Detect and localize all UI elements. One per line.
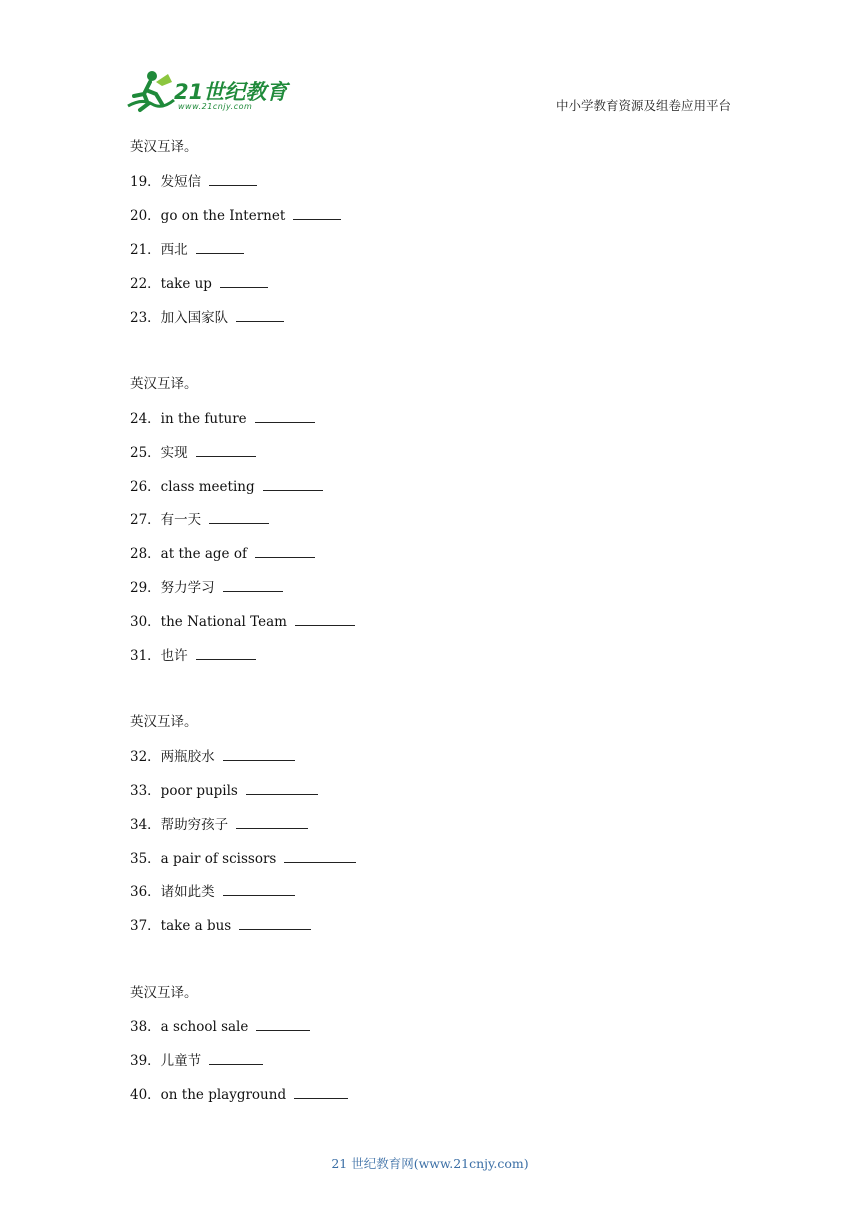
exercise-item [130,443,256,462]
item-text: 19．发短信 [130,174,202,190]
item-text: 32．两瓶胶水 [130,749,215,765]
exercise-item [130,916,311,935]
exercise-item [130,646,256,665]
item-text: 23．加入国家队 [130,310,229,326]
exercise-item [130,815,308,834]
exercise-item [130,781,318,800]
logo-wordmark: 21世纪教育 [174,80,288,104]
section-heading: 英汉互译。 [130,714,198,730]
answer-blank[interactable] [246,781,318,795]
exercise-item [130,882,295,901]
exercise-item [130,477,323,496]
answer-blank[interactable] [223,747,295,761]
runner-logo-icon [122,68,178,114]
exercise-item [130,747,295,766]
item-text: 30．the National Team [130,614,287,630]
answer-blank[interactable] [255,544,315,558]
item-text: 40．on the playground [130,1087,287,1103]
section-heading: 英汉互译。 [130,376,198,392]
answer-blank[interactable] [196,240,244,254]
answer-blank[interactable] [255,409,315,423]
exercise-item [130,612,355,631]
answer-blank[interactable] [256,1017,310,1031]
item-text: 28．at the age of [130,546,247,562]
answer-blank[interactable] [209,172,257,186]
item-text: 29．努力学习 [130,580,215,596]
section-heading: 英汉互译。 [130,985,198,1001]
answer-blank[interactable] [196,646,256,660]
answer-blank[interactable] [263,477,323,491]
answer-blank[interactable] [223,578,283,592]
answer-blank[interactable] [196,443,256,457]
exercise-item [130,510,269,529]
answer-blank[interactable] [295,612,355,626]
item-text: 27．有一天 [130,512,202,528]
exercise-item [130,172,257,191]
logo-url: www.21cnjy.com [178,102,253,111]
item-text: 20．go on the Internet [130,208,286,224]
item-text: 38．a school sale [130,1019,249,1035]
item-text: 33．poor pupils [130,783,238,799]
site-logo[interactable] [122,68,292,116]
item-text: 35．a pair of scissors [130,851,277,867]
answer-blank[interactable] [236,815,308,829]
exercise-item [130,1017,310,1036]
item-text: 24．in the future [130,411,247,427]
exercise-item [130,308,284,327]
answer-blank[interactable] [293,206,341,220]
answer-blank[interactable] [220,274,268,288]
page-header [0,0,860,120]
platform-title: 中小学教育资源及组卷应用平台 [555,98,731,113]
exercise-item [130,274,268,293]
answer-blank[interactable] [236,308,284,322]
item-text: 39．儿童节 [130,1053,202,1069]
exercise-item [130,849,356,868]
exercise-item [130,1085,348,1104]
item-text: 31．也许 [130,648,188,664]
item-text: 37．take a bus [130,918,232,934]
answer-blank[interactable] [223,882,295,896]
section-heading: 英汉互译。 [130,139,198,155]
exercise-item [130,240,244,259]
exercise-item [130,578,283,597]
page-footer[interactable]: 21 世纪教育网(www.21cnjy.com) [331,1156,529,1171]
item-text: 34．帮助穷孩子 [130,817,229,833]
exercise-item [130,544,315,563]
answer-blank[interactable] [284,849,356,863]
answer-blank[interactable] [239,916,311,930]
answer-blank[interactable] [294,1085,348,1099]
exercise-item [130,206,341,225]
item-text: 21．西北 [130,242,188,258]
item-text: 36．诸如此类 [130,884,215,900]
exercise-item [130,1051,263,1070]
exercise-item [130,409,315,428]
item-text: 22．take up [130,276,212,292]
item-text: 25．实现 [130,445,188,461]
answer-blank[interactable] [209,1051,263,1065]
item-text: 26．class meeting [130,479,255,495]
answer-blank[interactable] [209,510,269,524]
